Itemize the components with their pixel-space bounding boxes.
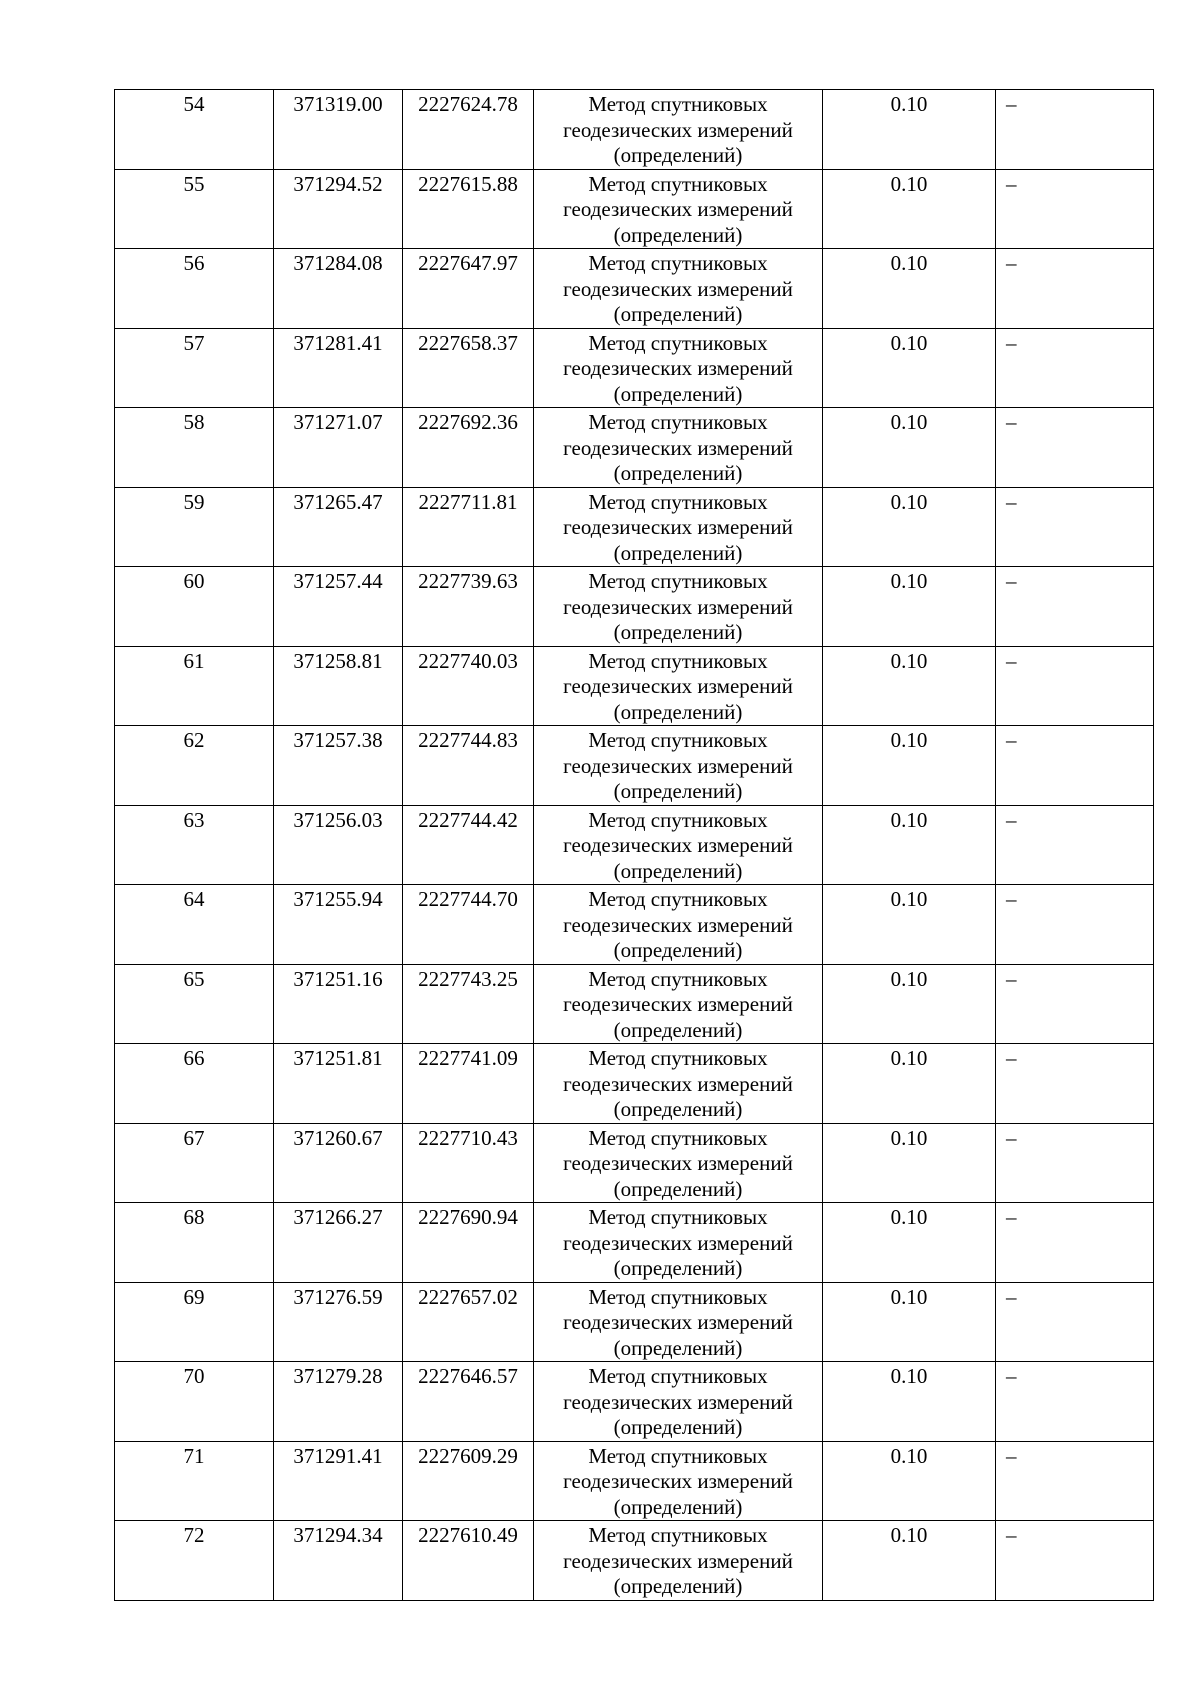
note-cell: –	[996, 328, 1154, 408]
point-number-cell: 63	[115, 805, 274, 885]
table-row	[115, 487, 1154, 567]
method-cell: Метод спутниковых геодезических измерений (определений)	[534, 249, 823, 329]
accuracy-cell: 0.10	[823, 169, 996, 249]
x-coordinate-cell: 371281.41	[274, 328, 403, 408]
y-coordinate-cell: 2227710.43	[403, 1123, 534, 1203]
method-cell: Метод спутниковых геодезических измерений (определений)	[534, 1362, 823, 1442]
accuracy-cell: 0.10	[823, 328, 996, 408]
y-coordinate-cell: 2227743.25	[403, 964, 534, 1044]
table-row	[115, 1282, 1154, 1362]
y-coordinate-cell: 2227744.83	[403, 726, 534, 806]
x-coordinate-cell: 371279.28	[274, 1362, 403, 1442]
table-row	[115, 964, 1154, 1044]
x-coordinate-cell: 371319.00	[274, 90, 403, 170]
point-number-cell: 56	[115, 249, 274, 329]
note-cell: –	[996, 1362, 1154, 1442]
accuracy-cell: 0.10	[823, 885, 996, 965]
method-cell: Метод спутниковых геодезических измерений (определений)	[534, 1123, 823, 1203]
point-number-cell: 68	[115, 1203, 274, 1283]
note-cell: –	[996, 249, 1154, 329]
method-cell: Метод спутниковых геодезических измерений (определений)	[534, 726, 823, 806]
method-cell: Метод спутниковых геодезических измерений (определений)	[534, 328, 823, 408]
y-coordinate-cell: 2227647.97	[403, 249, 534, 329]
table-row	[115, 646, 1154, 726]
point-number-cell: 66	[115, 1044, 274, 1124]
table-row	[115, 1362, 1154, 1442]
table-row	[115, 1521, 1154, 1601]
note-cell: –	[996, 1441, 1154, 1521]
table-row	[115, 1044, 1154, 1124]
x-coordinate-cell: 371276.59	[274, 1282, 403, 1362]
accuracy-cell: 0.10	[823, 646, 996, 726]
note-cell: –	[996, 487, 1154, 567]
method-cell: Метод спутниковых геодезических измерений (определений)	[534, 1441, 823, 1521]
method-cell: Метод спутниковых геодезических измерений (определений)	[534, 567, 823, 647]
point-number-cell: 62	[115, 726, 274, 806]
accuracy-cell: 0.10	[823, 249, 996, 329]
x-coordinate-cell: 371257.38	[274, 726, 403, 806]
note-cell: –	[996, 646, 1154, 726]
accuracy-cell: 0.10	[823, 964, 996, 1044]
table-row	[115, 726, 1154, 806]
x-coordinate-cell: 371251.81	[274, 1044, 403, 1124]
point-number-cell: 59	[115, 487, 274, 567]
accuracy-cell: 0.10	[823, 567, 996, 647]
note-cell: –	[996, 90, 1154, 170]
y-coordinate-cell: 2227711.81	[403, 487, 534, 567]
accuracy-cell: 0.10	[823, 1521, 996, 1601]
x-coordinate-cell: 371255.94	[274, 885, 403, 965]
x-coordinate-cell: 371291.41	[274, 1441, 403, 1521]
method-cell: Метод спутниковых геодезических измерений (определений)	[534, 169, 823, 249]
point-number-cell: 58	[115, 408, 274, 488]
method-cell: Метод спутниковых геодезических измерений (определений)	[534, 805, 823, 885]
method-cell: Метод спутниковых геодезических измерений (определений)	[534, 487, 823, 567]
point-number-cell: 71	[115, 1441, 274, 1521]
note-cell: –	[996, 805, 1154, 885]
table-row	[115, 408, 1154, 488]
point-number-cell: 61	[115, 646, 274, 726]
x-coordinate-cell: 371271.07	[274, 408, 403, 488]
y-coordinate-cell: 2227690.94	[403, 1203, 534, 1283]
point-number-cell: 65	[115, 964, 274, 1044]
accuracy-cell: 0.10	[823, 1362, 996, 1442]
table-row	[115, 1441, 1154, 1521]
x-coordinate-cell: 371257.44	[274, 567, 403, 647]
note-cell: –	[996, 1203, 1154, 1283]
x-coordinate-cell: 371265.47	[274, 487, 403, 567]
x-coordinate-cell: 371260.67	[274, 1123, 403, 1203]
table-row	[115, 328, 1154, 408]
note-cell: –	[996, 726, 1154, 806]
method-cell: Метод спутниковых геодезических измерений (определений)	[534, 1044, 823, 1124]
note-cell: –	[996, 1282, 1154, 1362]
y-coordinate-cell: 2227657.02	[403, 1282, 534, 1362]
accuracy-cell: 0.10	[823, 1203, 996, 1283]
table-row	[115, 567, 1154, 647]
accuracy-cell: 0.10	[823, 90, 996, 170]
note-cell: –	[996, 408, 1154, 488]
table-row	[115, 249, 1154, 329]
y-coordinate-cell: 2227624.78	[403, 90, 534, 170]
accuracy-cell: 0.10	[823, 1441, 996, 1521]
y-coordinate-cell: 2227646.57	[403, 1362, 534, 1442]
method-cell: Метод спутниковых геодезических измерений (определений)	[534, 90, 823, 170]
x-coordinate-cell: 371256.03	[274, 805, 403, 885]
y-coordinate-cell: 2227744.42	[403, 805, 534, 885]
table-row	[115, 805, 1154, 885]
method-cell: Метод спутниковых геодезических измерений (определений)	[534, 1282, 823, 1362]
x-coordinate-cell: 371266.27	[274, 1203, 403, 1283]
y-coordinate-cell: 2227692.36	[403, 408, 534, 488]
accuracy-cell: 0.10	[823, 805, 996, 885]
y-coordinate-cell: 2227658.37	[403, 328, 534, 408]
method-cell: Метод спутниковых геодезических измерений (определений)	[534, 1521, 823, 1601]
x-coordinate-cell: 371284.08	[274, 249, 403, 329]
method-cell: Метод спутниковых геодезических измерений (определений)	[534, 408, 823, 488]
table-row	[115, 1203, 1154, 1283]
coordinates-table	[114, 89, 1154, 1601]
point-number-cell: 60	[115, 567, 274, 647]
method-cell: Метод спутниковых геодезических измерений (определений)	[534, 964, 823, 1044]
y-coordinate-cell: 2227610.49	[403, 1521, 534, 1601]
y-coordinate-cell: 2227744.70	[403, 885, 534, 965]
note-cell: –	[996, 885, 1154, 965]
coordinates-table-body	[115, 90, 1154, 1601]
accuracy-cell: 0.10	[823, 408, 996, 488]
y-coordinate-cell: 2227741.09	[403, 1044, 534, 1124]
point-number-cell: 64	[115, 885, 274, 965]
note-cell: –	[996, 1123, 1154, 1203]
table-row	[115, 885, 1154, 965]
point-number-cell: 72	[115, 1521, 274, 1601]
accuracy-cell: 0.10	[823, 487, 996, 567]
point-number-cell: 57	[115, 328, 274, 408]
note-cell: –	[996, 1521, 1154, 1601]
accuracy-cell: 0.10	[823, 1282, 996, 1362]
note-cell: –	[996, 964, 1154, 1044]
point-number-cell: 67	[115, 1123, 274, 1203]
point-number-cell: 54	[115, 90, 274, 170]
method-cell: Метод спутниковых геодезических измерений (определений)	[534, 885, 823, 965]
table-row	[115, 169, 1154, 249]
method-cell: Метод спутниковых геодезических измерений (определений)	[534, 1203, 823, 1283]
accuracy-cell: 0.10	[823, 1123, 996, 1203]
x-coordinate-cell: 371294.52	[274, 169, 403, 249]
table-row	[115, 90, 1154, 170]
note-cell: –	[996, 567, 1154, 647]
accuracy-cell: 0.10	[823, 1044, 996, 1124]
point-number-cell: 70	[115, 1362, 274, 1442]
x-coordinate-cell: 371251.16	[274, 964, 403, 1044]
x-coordinate-cell: 371294.34	[274, 1521, 403, 1601]
note-cell: –	[996, 1044, 1154, 1124]
point-number-cell: 55	[115, 169, 274, 249]
y-coordinate-cell: 2227609.29	[403, 1441, 534, 1521]
y-coordinate-cell: 2227739.63	[403, 567, 534, 647]
x-coordinate-cell: 371258.81	[274, 646, 403, 726]
point-number-cell: 69	[115, 1282, 274, 1362]
y-coordinate-cell: 2227740.03	[403, 646, 534, 726]
accuracy-cell: 0.10	[823, 726, 996, 806]
y-coordinate-cell: 2227615.88	[403, 169, 534, 249]
note-cell: –	[996, 169, 1154, 249]
table-row	[115, 1123, 1154, 1203]
method-cell: Метод спутниковых геодезических измерений (определений)	[534, 646, 823, 726]
